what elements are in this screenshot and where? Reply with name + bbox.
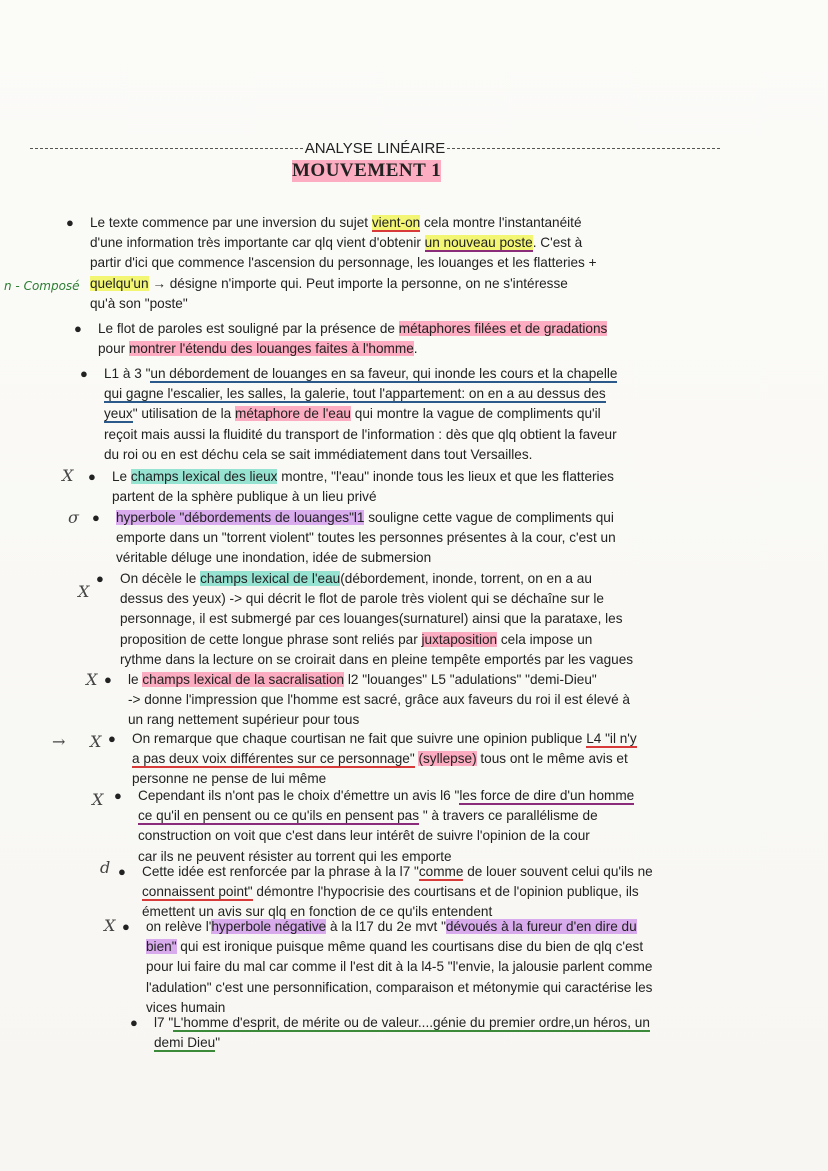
highlight-hyperbole-negative: hyperbole négative (211, 919, 327, 934)
bullet-dot: ● (92, 510, 100, 525)
dashed-rule-left (30, 148, 303, 149)
margin-mark-x-5: X (92, 790, 104, 809)
margin-note-compose: n - Composé (4, 279, 80, 293)
dashed-rule-right (447, 148, 720, 149)
highlight-champs-lieux: champs lexical des lieux (130, 469, 278, 484)
bullet-dot: ● (88, 469, 96, 484)
highlight-louanges: montrer l'étendu des louanges faites à l'homme (128, 341, 414, 357)
bullet-item-7: ● le champs lexical de la sacralisation l2 "louanges" L5 "adulations" "demi-Dieu" -> donne l'impression que l'homme est sacré, grâce aux faveurs du roi il est élevé à un rang nettement supérieur pour tous (104, 672, 630, 728)
bullet-dot: ● (108, 731, 116, 746)
bullet-dot: ● (118, 864, 126, 879)
margin-mark-arrow: → (52, 732, 66, 751)
highlight-syllepse: (syllepse) (418, 751, 477, 767)
movement-title: MOUVEMENT 1 (292, 160, 442, 181)
bullet-dot: ● (96, 571, 104, 586)
margin-mark-x-4: X (90, 732, 102, 751)
highlight-metaphores: métaphores filées et de gradations (398, 321, 608, 336)
quote-quelquun: quelqu'un (90, 275, 149, 291)
bullet-item-8: ● On remarque que chaque courtisan ne fait que suivre une opinion publique L4 "il n'y a pas deux voix différentes sur ce personnage" (syllepse) tous ont le même avis et personne ne pense de lui même (108, 731, 637, 787)
quote-nouveau-poste: un nouveau poste (424, 235, 533, 251)
margin-mark-o: σ (68, 508, 79, 527)
highlight-champs-eau: champs lexical de l'eau (200, 571, 341, 586)
bullet-dot: ● (114, 788, 122, 803)
quote-vient-on: vient-on (371, 215, 421, 230)
bullet-item-11: ● on relève l'hyperbole négative à la l17 du 2e mvt "dévoués à la fureur d'en dire du bien" qui est ironique puisque même quand les courtisans dise du bien de qlq c'est pour lui faire du mal car comme il l'est dit à la l4-5 "l'envie, la jalousie parlent comme l'adulation" c'est une personnification, comparaison et métonymie qui caractérise les vices humain (122, 919, 653, 1015)
bullet-dot: ● (104, 672, 112, 687)
bullet-dot: ● (80, 366, 88, 381)
bullet-dot: ● (122, 919, 130, 934)
margin-mark-d: d (100, 858, 111, 877)
highlight-hyperbole: hyperbole "débordements de louanges"l1 (116, 510, 365, 525)
highlight-juxtaposition: juxtaposition (421, 631, 498, 647)
bullet-item-6: ● On décèle le champs lexical de l'eau(débordement, inonde, torrent, on en a au dessus des yeux) -> qui décrit le flot de parole très violent qui se déchaîne sur le personnage, il est submergé par ces louanges(surnaturel) ainsi que la parataxe, les proposition de cette longue phrase sont reliés par juxtaposition cela impose un rythme dans la lecture on se croirait dans en pleine tempête emportés par les vagues (96, 571, 634, 667)
margin-mark-x-2: X (78, 582, 90, 601)
margin-mark-x-3: X (86, 670, 98, 689)
bullet-item-1: ● Le texte commence par une inversion du sujet vient-on cela montre l'instantanéité d'une information très importante car qlq vient d'obtenir un nouveau poste. C'est à partir d'ici que commence l'ascension du personnage, les louanges et les flatteries + quelqu'un → désigne n'importe qui. Peut importe la personne, on ne s'intéresse qu'à son "poste" (66, 215, 597, 311)
section-title: ANALYSE LINÉAIRE (304, 140, 446, 157)
bullet-item-12: ● l7 "L'homme d'esprit, de mérite ou de valeur....génie du premier ordre,un héros, un demi Dieu" (130, 1015, 650, 1051)
bullet-item-3: ● L1 à 3 "un débordement de louanges en sa faveur, qui inonde les cours et la chapelle qui gagne l'escalier, les salles, la galerie, tout l'appartement: on en a au dessus des yeux" utilisation de la métaphore de l'eau qui montre la vague de compliments qu'il reçoit mais aussi la fluidité du transport de l'information : dès que qlq obtient la faveur du roi ou en est déchu cela se sait immédiatement dans tout Versailles. (80, 366, 618, 462)
bullet-item-9: ● Cependant ils n'ont pas le choix d'émettre un avis l6 "les force de dire d'un homme ce qu'il en pensent ou ce qu'ils en pensent pas " à travers ce parallélisme de construction on voit que c'est dans leur intérêt de suivre l'opinion de la cour car ils ne peuvent résister au torrent qui les emporte (114, 788, 635, 864)
margin-mark-x-6: X (104, 916, 116, 935)
bullet-dot: ● (66, 215, 74, 230)
bullet-dot: ● (74, 321, 82, 336)
section-header (30, 140, 720, 157)
highlight-sacralisation: champs lexical de la sacralisation (142, 672, 345, 687)
bullet-item-5: ● hyperbole "débordements de louanges"l1 souligne cette vague de compliments qui emporte dans un "torrent violent" toutes les personnes présentes à la cour, c'est un véritable déluge une inondation, idée de submersion (92, 510, 616, 566)
bullet-dot: ● (130, 1015, 138, 1030)
bullet-item-10: ● Cette idée est renforcée par la phrase à la l7 "comme de louer souvent celui qu'ils ne connaissent point" démontre l'hypocrisie des courtisans et de l'opinion publique, ils émettent un avis sur qlq en fonction de ce qu'ils entendent (118, 864, 653, 920)
bullet-item-4: ● Le champs lexical des lieux montre, "l'eau" inonde tous les lieux et que les flatteries partent de la sphère publique à un lieu privé (88, 469, 614, 505)
highlight-metaphore-eau: métaphore de l'eau (235, 406, 351, 422)
highlight-devoues: dévoués à la fureur d'en dire du (445, 919, 637, 934)
bullet-item-2: ● Le flot de paroles est souligné par la présence de métaphores filées et de gradations pour montrer l'étendu des louanges faites à l'homme. (74, 321, 608, 357)
margin-mark-x-1: X (62, 466, 74, 485)
